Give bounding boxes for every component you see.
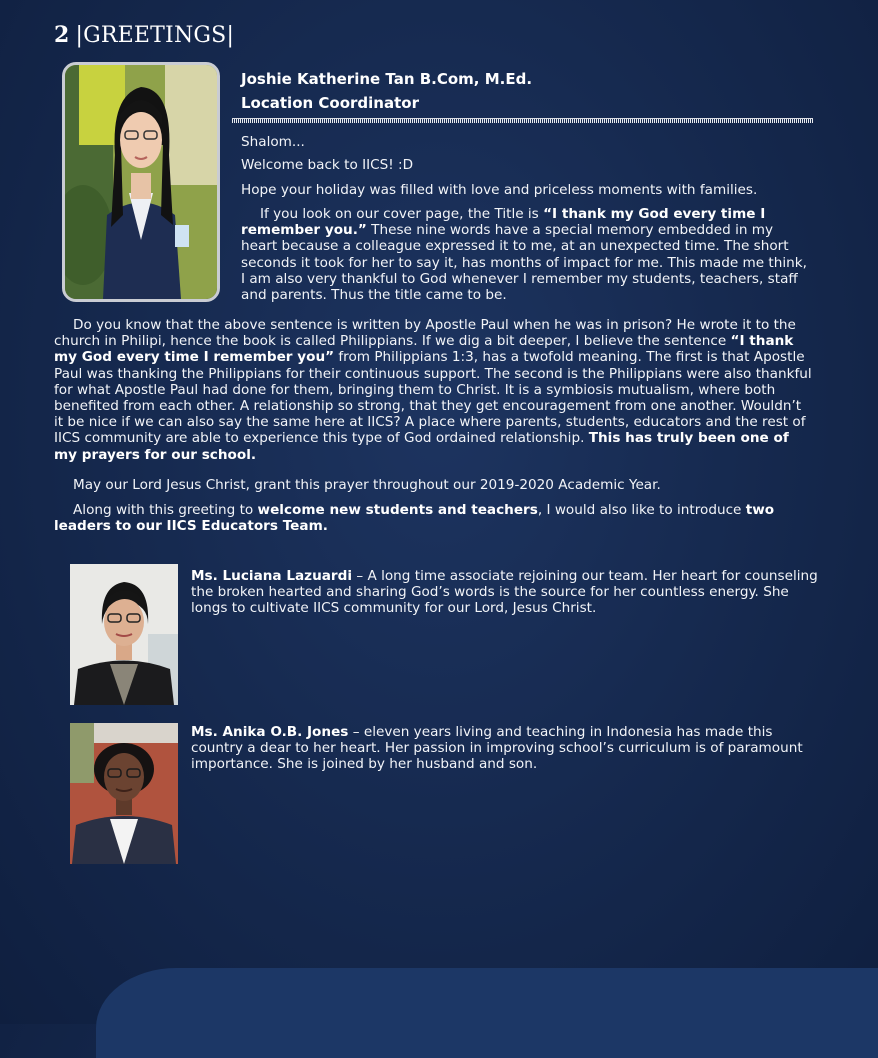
section-title: |GREETINGS| xyxy=(75,23,235,48)
along-part2: , I would also like to introduce xyxy=(537,502,746,518)
know-bold-end: This has truly been one of my prayers for our school. xyxy=(54,430,789,463)
footer-decoration xyxy=(96,968,878,1058)
author-role: Location Coordinator xyxy=(241,94,419,112)
page-number: 2 xyxy=(54,22,70,48)
leader-description: – eleven years living and teaching in Indonesia has made this country a dear to her heart. Her passion in improving school’s curriculum is of paramount importance. She is joined by her husband and son. xyxy=(191,724,803,773)
philippians-paragraph xyxy=(54,317,814,463)
cover-quote: “I thank my God every time I remember you.” xyxy=(241,206,766,239)
along-bold1: welcome new students and teachers xyxy=(257,502,538,518)
divider xyxy=(232,118,813,123)
cover-rest: These nine words have a special memory embedded in my heart because a colleague expressed it to me, at an unexpected time. The short seconds it took for her to say it, has months of impact for me. This made me think, I am also very thankful to God whenever I remember my students, teachers, staff and parents. Thus the title came to be. xyxy=(241,222,807,304)
leader-photo-luciana xyxy=(70,564,178,705)
leader-name: Ms. Anika O.B. Jones xyxy=(191,724,349,740)
know-part1: Do you know that the above sentence is written by Apostle Paul when he was in prison? He wrote it to the church in Philipi, hence the book is called Philippians. If we dig a bit deeper, I believe the sentence xyxy=(54,317,796,350)
leader-photo-anika xyxy=(70,723,178,864)
author-portrait xyxy=(62,62,220,302)
know-quote: “I thank my God every time I remember you” xyxy=(54,333,794,366)
introduction-paragraph xyxy=(54,502,814,534)
author-block xyxy=(241,67,532,115)
cover-intro: If you look on our cover page, the Title is xyxy=(260,206,544,222)
page-header xyxy=(54,22,234,48)
author-name: Joshie Katherine Tan B.Com, M.Ed. xyxy=(241,70,533,88)
welcome-line: Welcome back to IICS! :D xyxy=(241,157,414,173)
leader-description: – A long time associate rejoining our team. Her heart for counseling the broken hearted and sharing God’s words is the source for her countless energy. She longs to cultivate IICS community for our Lord, Jesus Christ. xyxy=(191,568,818,617)
holiday-line: Hope your holiday was filled with love and priceless moments with families. xyxy=(241,182,758,198)
cover-paragraph xyxy=(241,206,813,303)
along-bold2: two leaders to our IICS Educators Team. xyxy=(54,502,775,535)
along-part1: Along with this greeting to xyxy=(73,502,258,518)
leader-bio-luciana xyxy=(191,568,819,617)
leader-bio-anika xyxy=(191,724,811,773)
leader-name: Ms. Luciana Lazuardi xyxy=(191,568,353,584)
salutation: Shalom... xyxy=(241,134,305,150)
know-part2: from Philippians 1:3, has a twofold meaning. The first is that Apostle Paul was thanking the Philippians for their continuous support. The second is the Philippians were also thankful for what Apostle Paul had done for them, bringing them to Christ. It is a symbiosis mutualism, where both benefited from each other. A relationship so strong, that they get encouragement from one another. Wouldn’t it be nice if we can also say the same here at IICS? A place where parents, students, educators and the rest of IICS community are able to experience this type of God ordained relationship. xyxy=(54,349,812,447)
prayer-paragraph: May our Lord Jesus Christ, grant this prayer throughout our 2019-2020 Academic Year. xyxy=(73,477,661,493)
